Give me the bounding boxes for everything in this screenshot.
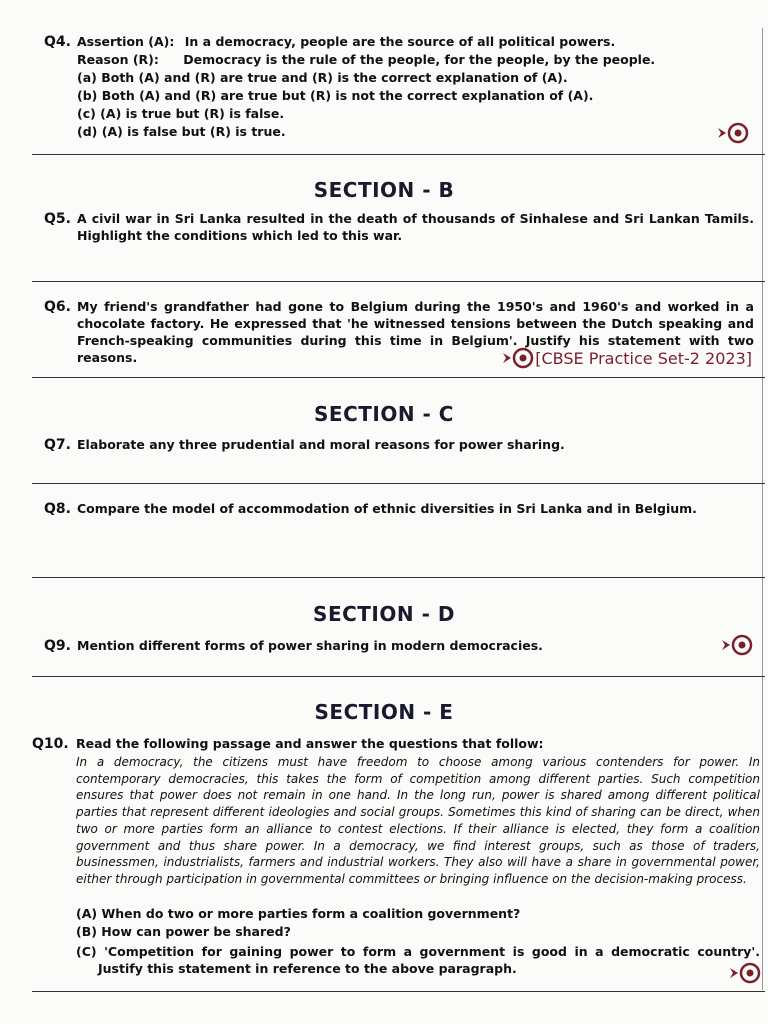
question-number: Q8. <box>44 501 71 517</box>
divider <box>32 483 765 484</box>
question-5 <box>44 210 754 250</box>
section-b-heading: SECTION - B <box>313 178 455 202</box>
assertion-label: Assertion (A): <box>77 34 175 49</box>
question-7 <box>44 436 754 456</box>
question-text: Compare the model of accommodation of ethnic diversities in Sri Lanka and in Belgium. <box>77 501 697 516</box>
question-number: Q7. <box>44 437 71 453</box>
reason-label: Reason (R): <box>77 52 159 67</box>
target-icon <box>716 122 750 144</box>
target-icon <box>501 347 535 369</box>
divider <box>32 377 765 378</box>
question-number: Q4. <box>44 34 71 50</box>
question-number: Q10. <box>32 736 69 752</box>
question-number: Q9. <box>44 638 71 654</box>
section-d-heading: SECTION - D <box>313 602 455 626</box>
question-text: Mention different forms of power sharing in modern democracies. <box>77 638 543 653</box>
question-number: Q5. <box>44 211 71 227</box>
assertion-text: In a democracy, people are the source of all political powers. <box>184 34 616 49</box>
divider <box>32 154 765 155</box>
question-9 <box>44 637 754 657</box>
section-e-heading: SECTION - E <box>314 700 454 724</box>
sub-question-b: (B) How can power be shared? <box>76 924 291 939</box>
assertion-line <box>77 33 757 51</box>
question-text: A civil war in Sri Lanka resulted in the death of thousands of Sinhalese and Sri Lankan Tamils. Highlight the conditions which led to this war. <box>77 211 754 243</box>
option-b: (b) Both (A) and (R) are true but (R) is not the correct explanation of (A). <box>77 88 594 103</box>
target-icon <box>728 962 762 984</box>
sub-question-c: (C) 'Competition for gaining power to form a government is good in a democratic country'. Justify this statement in reference to the above paragraph. <box>76 944 760 976</box>
question-8 <box>44 500 754 520</box>
divider <box>32 676 765 677</box>
sub-question-a: (A) When do two or more parties form a coalition government? <box>76 906 521 921</box>
reason-text: Democracy is the rule of the people, for the people, by the people. <box>183 52 656 67</box>
question-text: My friend's grandfather had gone to Belgium during the 1950's and 1960's and worked in a chocolate factory. He expressed that 'he witnessed tensions between the Dutch speaking and French-speaking communities during this time in Belgium'. Justify his statement with two reasons. <box>77 299 754 365</box>
option-c: (c) (A) is true but (R) is false. <box>77 106 285 121</box>
right-margin-line <box>762 28 763 990</box>
question-intro: Read the following passage and answer the questions that follow: <box>76 736 544 751</box>
question-text: Elaborate any three prudential and moral reasons for power sharing. <box>77 437 565 452</box>
option-a: (a) Both (A) and (R) are true and (R) is the correct explanation of (A). <box>77 70 568 85</box>
option-d: (d) (A) is false but (R) is true. <box>77 124 286 139</box>
passage: In a democracy, the citizens must have freedom to choose among various contenders for power. In contemporary democracies, this takes the form of competition among different parties. Such competition ensures that power does not remain in one hand. In the long run, power is shared among different political parties that represent different ideologies and social groups. Sometimes this kind of sharing can be direct, when two or more parties form an alliance to contest elections. If their alliance is elected, they form a coalition government and thus share power. In a democracy, we find interest groups, such as those of traders, businessmen, industrialists, farmers and industrial workers. They also will have a share in governmental power, either through participation in governmental committees or bringing influence on the decision-making process. <box>76 755 760 886</box>
divider <box>32 281 765 282</box>
reason-line <box>77 51 757 69</box>
divider <box>32 577 765 578</box>
divider <box>32 991 765 992</box>
target-icon <box>720 634 754 656</box>
question-number: Q6. <box>44 299 71 315</box>
source-citation: [CBSE Practice Set-2 2023] <box>535 348 752 368</box>
source-line <box>501 347 752 369</box>
section-c-heading: SECTION - C <box>314 402 454 426</box>
